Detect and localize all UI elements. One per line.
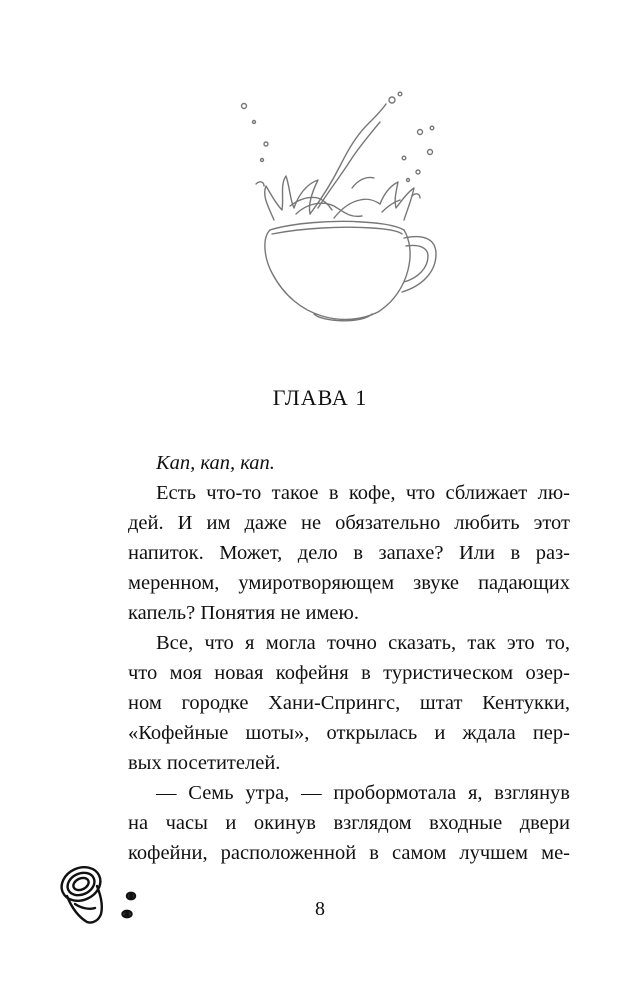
text-line: кофейни, расположенной в самом лучшем ме- bbox=[128, 842, 570, 864]
body-text bbox=[100, 448, 570, 868]
text-line: дей. И им даже не обязательно любить этот bbox=[128, 512, 570, 534]
paragraph bbox=[100, 448, 570, 478]
paragraph bbox=[100, 628, 570, 778]
text-line: на часы и окинув взглядом входные двери bbox=[128, 812, 570, 834]
text-line: меренном, умиротворяющем звуке падающих bbox=[128, 572, 570, 594]
text-line: «Кофейные шоты», открылась и ждала пер- bbox=[128, 722, 570, 744]
text-line: Есть что-то такое в кофе, что сближает лю- bbox=[156, 482, 570, 504]
text-line: напиток. Может, дело в запахе? Или в раз- bbox=[128, 542, 570, 564]
coffee-cup-splash-icon bbox=[232, 88, 452, 338]
page-number: 8 bbox=[315, 898, 325, 920]
text-line: Все, что я могла точно сказать, так это то, bbox=[156, 632, 570, 654]
text-line: — Семь утра, — пробормотала я, взглянув bbox=[156, 782, 570, 804]
text-line: что моя новая кофейня в туристическом озер- bbox=[128, 662, 570, 684]
paragraph bbox=[100, 778, 570, 868]
text-line: Кап, кап, кап. bbox=[156, 452, 275, 474]
text-line: ном городке Хани-Спрингс, штат Кентукки, bbox=[128, 692, 570, 714]
text-line: капель? Понятия не имею. bbox=[128, 602, 359, 624]
chapter-title: ГЛАВА 1 bbox=[272, 385, 368, 410]
text-line: вых посетителей. bbox=[128, 752, 281, 774]
paragraph bbox=[100, 478, 570, 628]
